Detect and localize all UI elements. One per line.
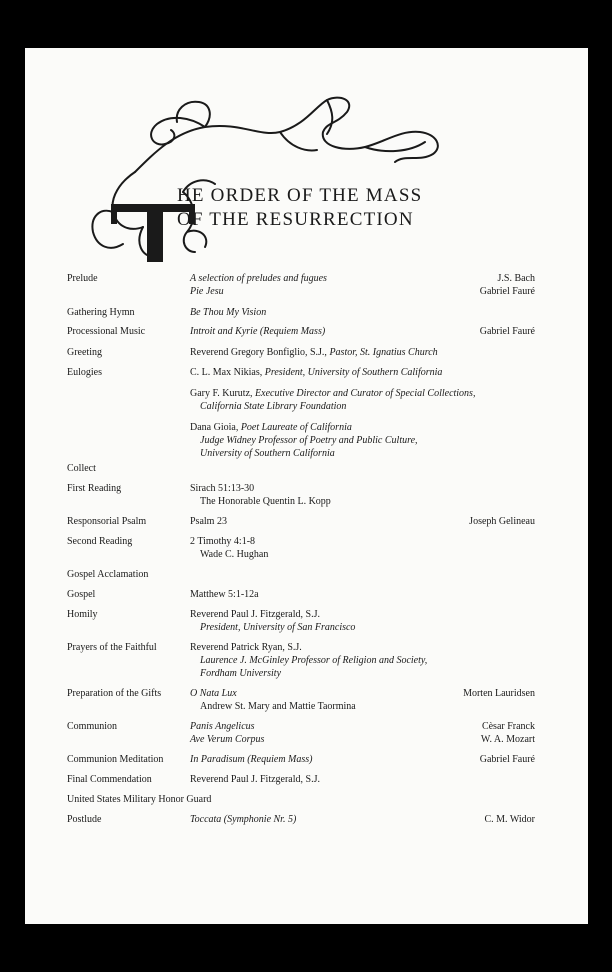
composer: J.S. Bach [497,273,535,284]
section-label: Collect [67,463,96,474]
reader-name: The Honorable Quentin L. Kopp [200,496,331,507]
section-label: United States Military Honor Guard [67,794,212,805]
piece-title: Panis Angelicus [190,721,255,732]
program-page [25,48,588,924]
speaker-role: Judge Widney Professor of Poetry and Public Culture, [200,435,418,446]
scripture-reference: Psalm 23 [190,516,227,527]
speaker-name: Reverend Paul J. Fitzgerald, S.J. [190,609,320,620]
section-label: Greeting [67,347,102,358]
composer: Gabriel Fauré [479,286,535,297]
section-label: Homily [67,609,98,620]
speaker-role: Executive Director and Curator of Special Collections, [255,388,476,399]
acanthus-ornament-icon [65,92,445,262]
scripture-reference: 2 Timothy 4:1-8 [190,536,256,547]
section-label: Communion Meditation [67,754,164,765]
speaker-role: Pastor, St. Ignatius Church [329,347,438,358]
composer: W. A. Mozart [480,734,535,745]
section-label: Preparation of the Gifts [67,688,162,699]
section-label: Final Commendation [67,774,152,785]
piece-title: Toccata (Symphonie Nr. 5) [190,814,297,825]
composer: Joseph Gelineau [469,516,535,527]
speaker-name: Reverend Paul J. Fitzgerald, S.J. [190,774,320,785]
section-label: Communion [67,721,118,732]
piece-title: O Nata Lux [190,688,237,699]
composer: Gabriel Fauré [479,754,535,765]
speaker-name: C. L. Max Nikias, [190,367,263,378]
performers: Andrew St. Mary and Mattie Taormina [200,701,356,712]
section-label: Prelude [67,273,98,284]
composer: C. M. Widor [484,814,535,825]
scripture-reference: Matthew 5:1-12a [190,589,259,600]
speaker-role: Poet Laureate of California [240,422,352,433]
piece-title: A selection of preludes and fugues [190,273,327,284]
speaker-role: Fordham University [200,668,282,679]
section-label: First Reading [67,483,122,494]
speaker-name: Reverend Patrick Ryan, S.J. [190,642,302,653]
section-label: Second Reading [67,536,133,547]
composer: Cèsar Franck [481,721,535,732]
speaker-role: California State Library Foundation [200,401,347,412]
speaker-name: Reverend Gregory Bonfiglio, S.J., [190,347,327,358]
speaker-role: University of Southern California [200,448,335,459]
section-label: Responsorial Psalm [67,516,147,527]
page-title-line-1: HE ORDER OF THE MASS [177,185,423,206]
section-label: Gathering Hymn [67,307,135,318]
speaker-name: Dana Gioia, [190,422,239,433]
speaker-name: Gary F. Kurutz, [190,388,253,399]
speaker-role: President, University of San Francisco [200,622,356,633]
section-label: Eulogies [67,367,102,378]
composer: Morten Lauridsen [463,688,535,699]
scripture-reference: Sirach 51:13-30 [190,483,255,494]
composer: Gabriel Fauré [479,326,535,337]
piece-title: In Paradisum (Requiem Mass) [190,754,313,765]
piece-title: Pie Jesu [190,286,224,297]
speaker-role: Laurence J. McGinley Professor of Religion and Society, [200,655,428,666]
piece-title: Introit and Kyrie (Requiem Mass) [190,326,326,337]
speaker-role: President, University of Southern California [264,367,443,378]
page-title-line-2: OF THE RESURRECTION [177,209,414,230]
piece-title: Be Thou My Vision [190,307,267,318]
section-label: Gospel Acclamation [67,569,149,580]
piece-title: Ave Verum Corpus [190,734,265,745]
section-label: Prayers of the Faithful [67,642,157,653]
section-label: Postlude [67,814,102,825]
section-label: Gospel [67,589,96,600]
reader-name: Wade C. Hughan [200,549,269,560]
section-label: Processional Music [67,326,146,337]
